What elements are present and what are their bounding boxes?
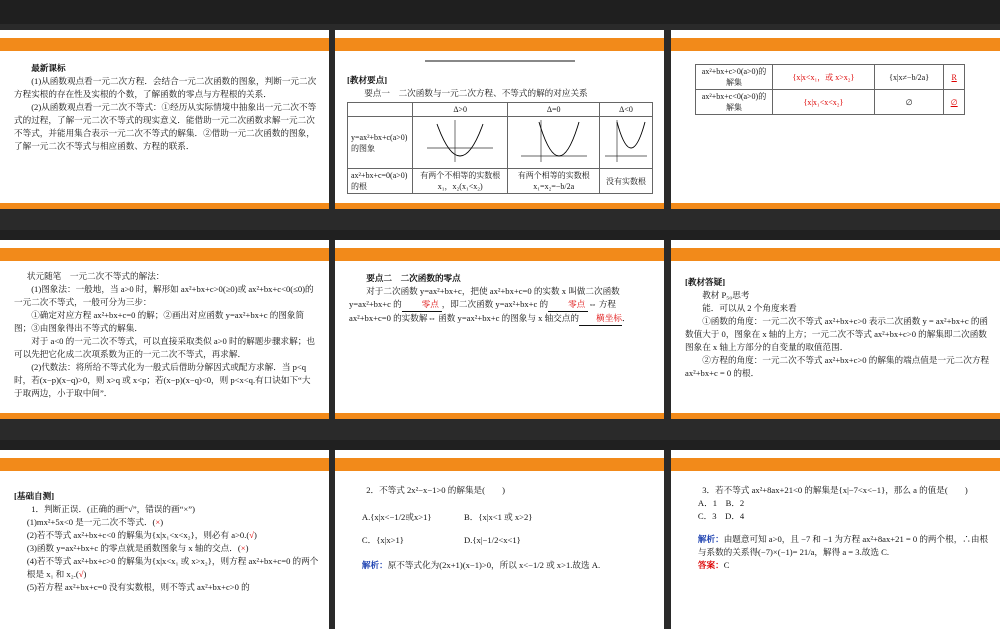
slide-title: 最新课标: [31, 63, 66, 73]
row-label: y=ax²+bx+c(a>0)的图象: [348, 117, 413, 169]
item: (3)函数 y=ax²+bx+c 的零点就是函数图象与 x 轴的交点．(×): [26, 543, 249, 553]
analysis-text: 原不等式化为(2x+1)(x−1)>0，所以 x<−1/2 或 x>1.故选 A.: [387, 560, 601, 570]
item: (2)若不等式 ax²+bx+c<0 的解集为{x|x₁<x<x₂}，则必有 a>0.(√): [26, 530, 257, 540]
col-head: Δ<0: [599, 103, 652, 117]
analysis: [362, 559, 654, 572]
slide-footer-bar: [671, 413, 1000, 419]
cell: ∅: [874, 90, 943, 115]
section-head: [教材要点]: [347, 75, 388, 85]
paragraph: (1)图象法：一般地，当 a>0 时，解形如 ax²+bx+c>0(≥0)或 ax²+bx+c<0(≤0)的一元二次不等式，一般可分为三步：: [14, 284, 314, 307]
slide-header-bar: [335, 458, 664, 471]
slide-footer-bar: [671, 203, 1000, 209]
slide-textbook-answers[interactable]: [671, 240, 1000, 419]
paragraph: 对于 a<0 的一元二次不等式，可以直接采取类似 a>0 时的解题步骤求解；也可以先把它化成二次项系数为正的一元二次不等式，再求解．: [14, 336, 315, 359]
slide-self-test-1[interactable]: [0, 450, 329, 629]
parabola-graph-one-root: [508, 117, 600, 169]
cell: {x|x≠−b/2a}: [874, 65, 943, 90]
mark: ×: [240, 543, 246, 553]
paragraph: [349, 285, 654, 326]
options-row[interactable]: A．1 B．2: [697, 498, 745, 508]
answer: [698, 559, 990, 572]
analysis-label: 解析：: [361, 560, 388, 570]
paragraph: (1)从函数观点看一元二次方程．会结合一元二次函数的图象，判断一元二次方程实根的存在性及实根的个数，了解函数的零点与方程根的关系．: [14, 76, 317, 99]
text: ．: [621, 313, 631, 323]
slide-footer-bar: [0, 413, 329, 419]
slide-footer-bar: [335, 203, 664, 209]
row-label: ax²+bx+c=0(a>0)的根: [348, 169, 413, 194]
option-b[interactable]: B．{x|x<1 或 x>2}: [464, 512, 533, 522]
analysis-label: 解析：: [697, 534, 724, 544]
slide-key-points-table[interactable]: [335, 30, 664, 209]
item-text: (2)若不等式 ax²+bx+c<0 的解集为{x|x₁<x<x₂}，则必有 a>0.(: [26, 530, 250, 540]
slide-self-test-3[interactable]: [671, 450, 1000, 629]
paragraph: 教材 P₅₀思考: [702, 290, 750, 300]
text: ，即二次函数 y=ax²+bx+c 的: [441, 299, 549, 309]
option-c[interactable]: C．{x|x>1}: [361, 535, 404, 545]
mark: √: [249, 530, 254, 540]
slide-header-bar: [0, 38, 329, 51]
slide-header-bar: [335, 38, 664, 51]
paragraph: (2)从函数观点看一元二次不等式：①经历从实际情境中抽象出一元二次不等式的过程，了解一元二次不等式的现实意义．能借助一元二次函数求解一元二次不等式，并能用集合表示一元二次不等式的解集．②借助一元二次函数的图象，了解一元二次不等式与相应函数、方程的联系．: [14, 102, 317, 151]
parabola-graph-two-roots: [413, 117, 508, 169]
paragraph: ①函数的角度：一元二次不等式 ax²+bx+c>0 表示二次函数 y = ax²+bx+c 的函数值大于 0，图象在 x 轴的上方；一元二次不等式 ax²+bx+c>0 的解集即二次函数图象在 x 轴上方部分的自变量的取值范围．: [685, 316, 989, 352]
col-head: Δ=0: [508, 103, 600, 117]
mark: √: [78, 569, 84, 579]
question: 2．不等式 2x²−x−1>0 的解集是( ): [366, 485, 506, 495]
slide-separator: [0, 440, 1000, 450]
cell: 有两个相等的实数根 x₁=x₂=−b/2a: [508, 169, 600, 194]
option-a[interactable]: A.{x|x<−1/2或x>1}: [361, 512, 432, 522]
cell: R: [944, 65, 965, 90]
slide-header-bar: [0, 248, 329, 261]
slide-footer-bar: [335, 413, 664, 419]
section-subtitle: 要点一 二次函数与一元二次方程、不等式的解的对应关系: [364, 88, 588, 98]
cell: {x|x₁<x<x₂}: [773, 90, 875, 115]
option-d[interactable]: D.{x|−1/2<x<1}: [464, 535, 521, 545]
cell: ∅: [944, 90, 965, 115]
correspondence-table: [347, 102, 653, 194]
section-head: [基础自测]: [14, 491, 55, 501]
slide-footer-bar: [0, 203, 329, 209]
slide-header-bar: [671, 38, 1000, 51]
slide-self-test-2[interactable]: [335, 450, 664, 629]
options-row[interactable]: C．3 D．4: [697, 511, 745, 521]
slide-header-bar: [671, 248, 1000, 261]
slide-header-bar: [0, 458, 329, 471]
item: (4)若不等式 ax²+bx+c>0 的解集为{x|x<x₁ 或 x>x₂}，则方程 ax²+bx+c=0 的两个根是 x₁ 和 x₂.(√): [26, 556, 319, 579]
question: 3．若不等式 ax²+8ax+21<0 的解集是{x|−7<x<−1}，那么 a 的值是( ): [702, 485, 968, 495]
paragraph: ①确定对应方程 ax²+bx+c=0 的解；②画出对应函数 y=ax²+bx+c 的图象简图；③由图象得出不等式的解集．: [14, 310, 305, 333]
blank-answer: 零点: [548, 298, 588, 312]
section-head: [教材答疑]: [685, 277, 726, 287]
mark: ×: [155, 517, 161, 527]
slide-separator: [0, 230, 1000, 240]
slide-header-bar: [671, 458, 1000, 471]
parabola-graph-no-root: [599, 117, 652, 169]
analysis: [698, 533, 990, 559]
item-text: (1)mx²+5x<0 是一元二次不等式．(: [26, 517, 156, 527]
paragraph: ②方程的角度：一元二次不等式 ax²+bx+c>0 的解集的端点值是一元二次方程 ax²+bx+c = 0 的根．: [685, 355, 990, 378]
paragraph: 能．可以从 2 个角度来看: [702, 303, 797, 313]
blank-answer: 横坐标: [579, 312, 622, 326]
cell: 没有实数根: [599, 169, 652, 194]
col-head: Δ>0: [413, 103, 508, 117]
slide-study-tips[interactable]: [0, 240, 329, 419]
analysis-text: 由题意可知 a>0，且 −7 和 −1 为方程 ax²+8ax+21 = 0 的两个根，∴由根与系数的关系得(−7)×(−1)= 21/a，解得 a = 3.故选 C.: [697, 534, 989, 557]
options-row: [362, 534, 654, 547]
slide-course-standards[interactable]: [0, 30, 329, 209]
cell: 有两个不相等的实数根 x₁，x₂(x₁<x₂): [413, 169, 508, 194]
cell: {x|x<x₁，或 x>x₂}: [773, 65, 875, 90]
row-label: ax²+bx+c<0(a>0)的解集: [696, 90, 773, 115]
solution-set-table: [695, 64, 965, 115]
item-text: (4)若不等式 ax²+bx+c>0 的解集为{x|x<x₁ 或 x>x₂}，则方程 ax²+bx+c=0 的两个根是 x₁ 和 x₂.(: [26, 556, 319, 579]
section-subtitle: 要点二 二次函数的零点: [366, 273, 461, 283]
answer-key: C: [723, 560, 730, 570]
slide-nav-line: [425, 60, 575, 62]
slide-solution-set-table[interactable]: [671, 30, 1000, 209]
row-label: ax²+bx+c>0(a>0)的解集: [696, 65, 773, 90]
item: (5)若方程 ax²+bx+c=0 没有实数根，则不等式 ax²+bx+c>0 的: [26, 582, 250, 592]
blank-answer: 零点: [402, 298, 442, 312]
item-text: (3)函数 y=ax²+bx+c 的零点就是函数图象与 x 轴的交点．(: [26, 543, 241, 553]
text: ⇔ 方程 ax²+bx+c=0 的实数解⇔ 函数 y=ax²+bx+c 的图象与 x 轴交点的: [349, 299, 617, 323]
answer-label: 答案：: [697, 560, 724, 570]
item: (1)mx²+5x<0 是一元二次不等式．(×): [26, 517, 164, 527]
options-row: [362, 511, 654, 524]
paragraph: (2)代数法：将所给不等式化为一般式后借助分解因式或配方求解．当 p<q 时，若(x−p)(x−q)>0，则 x>q 或 x<p；若(x−p)(x−q)<0，则 p<x<q.有口诀如下“大于取两边，小于取中间”．: [14, 362, 311, 398]
question: 1．判断正误．(正确的画“√”，错误的画“×”): [31, 504, 195, 514]
text: 对于二次函数 y=ax²+bx+c，把使 ax²+bx+c=0 的实数 x 叫做二次函数 y=ax²+bx+c 的: [349, 286, 620, 309]
slide-header-bar: [335, 248, 664, 261]
slide-title: 状元随笔 一元二次不等式的解法：: [26, 271, 165, 281]
top-bar: [0, 0, 1000, 24]
slide-zeros[interactable]: [335, 240, 664, 419]
